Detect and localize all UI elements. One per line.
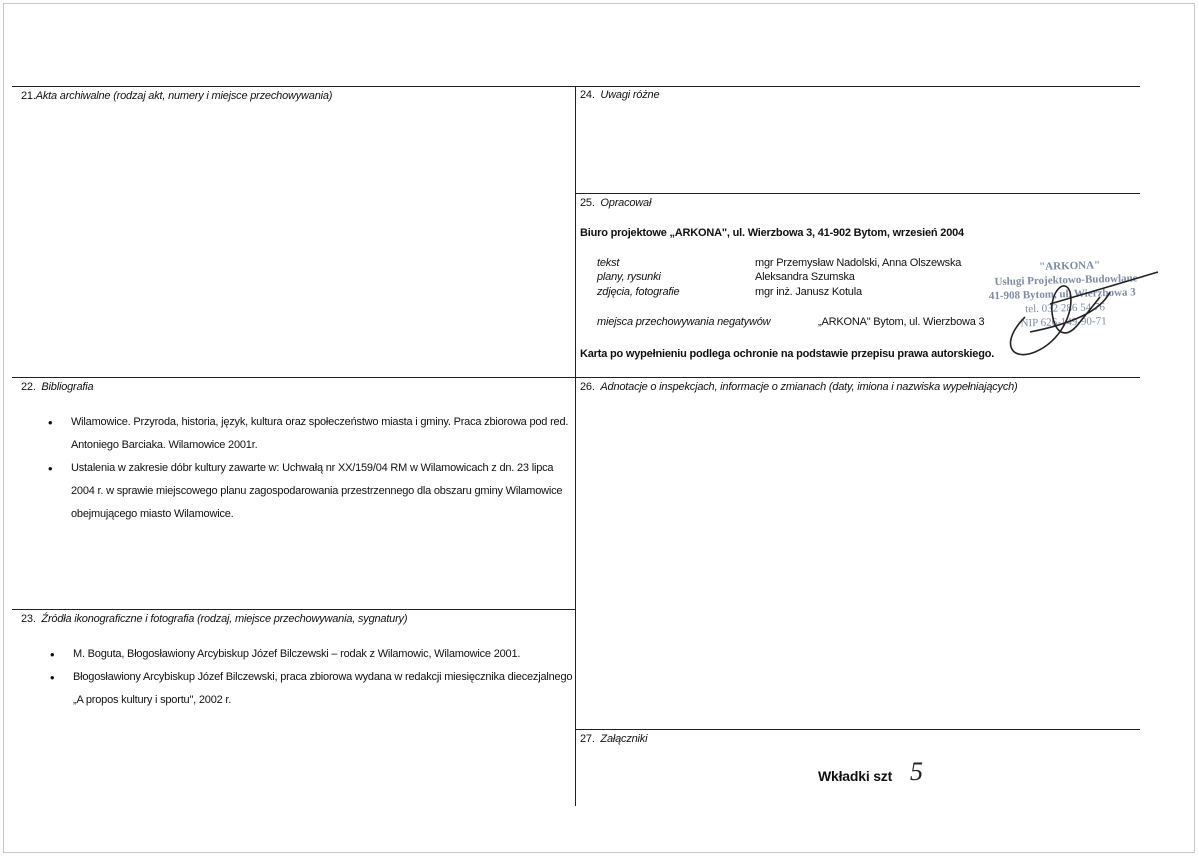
credit-label-plans: plany, rysunki [597,271,661,283]
credit-label-text: tekst [597,257,620,269]
rule-22-23 [12,609,575,610]
rule-26-27 [575,729,1140,730]
column-divider [575,86,576,806]
section-21-header: 21.Akta archiwalne (rodzaj akt, numery i miejsce przechowywania) [21,90,333,102]
section-23-header: 23. Źródła ikonograficzne i fotografia (rodzaj, miejsce przechowywania, sygnatury) [21,613,408,625]
section-25-header: 25. Opracował [580,197,652,209]
section-24-header: 24. Uwagi różne [580,89,660,101]
section-27-header: 27. Załączniki [580,733,648,745]
rule-24-25 [575,193,1140,194]
top-rule [12,86,1140,87]
list-item: • Błogosławiony Arcybiskup Józef Bilczewski, praca zbiorowa wydana w redakcji miesięcznika diecezjalnego „A propos kultury i sportu", 2002 r. [50,666,572,712]
inserts-label: Wkładki szt [818,768,893,784]
signature [990,262,1160,372]
credit-value-plans: Aleksandra Szumska [755,271,855,283]
credit-value-photos: mgr inż. Janusz Kotula [755,286,862,298]
company-stamp: "ARKONA" Usługi Projektowo-Budowlane 41-908 Bytom, ul. Wierzbowa 3 tel. 032 286 54 76 NIP 626-149-90-71 [988,259,1138,330]
negatives-label: miejsca przechowywania negatywów [597,316,771,328]
section-26-header: 26. Adnotacje o inspekcjach, informacje o zmianach (daty, imiona i nazwiska wypełniających) [580,381,1018,393]
negatives-value: „ARKONA" Bytom, ul. Wierzbowa 3 [818,316,985,328]
list-item: • Wilamowice. Przyroda, historia, język, kultura oraz społeczeństwo miasta i gminy. Praca zbiorowa pod red. Antoniego Barciaka. Wilamowice 2001r. [48,411,568,457]
rule-21-22 [12,377,1140,378]
copyright-note: Karta po wypełnieniu podlega ochronie na podstawie przepisu prawa autorskiego. [580,348,995,360]
list-item: • Ustalenia w zakresie dóbr kultury zawarte w: Uchwałą nr XX/159/04 RM w Wilamowicach z dn. 23 lipca 2004 r. w sprawie miejscowego planu zagospodarowania przestrzennego dla obszaru gminy Wilamowice obejmującego miasto Wilamowice. [48,457,568,526]
section-22-header: 22. Bibliografia [21,381,94,393]
bibliography-list [48,411,568,526]
inserts-count: 5 [910,757,923,786]
credit-value-text: mgr Przemysław Nadolski, Anna Olszewska [755,257,962,269]
list-item: • M. Boguta, Błogosławiony Arcybiskup Józef Bilczewski – rodak z Wilamowic, Wilamowice 2001. [50,643,572,666]
design-office-line: Biuro projektowe „ARKONA", ul. Wierzbowa 3, 41-902 Bytom, wrzesień 2004 [580,227,964,239]
iconography-list [50,643,572,712]
credit-label-photos: zdjęcia, fotografie [597,286,680,298]
